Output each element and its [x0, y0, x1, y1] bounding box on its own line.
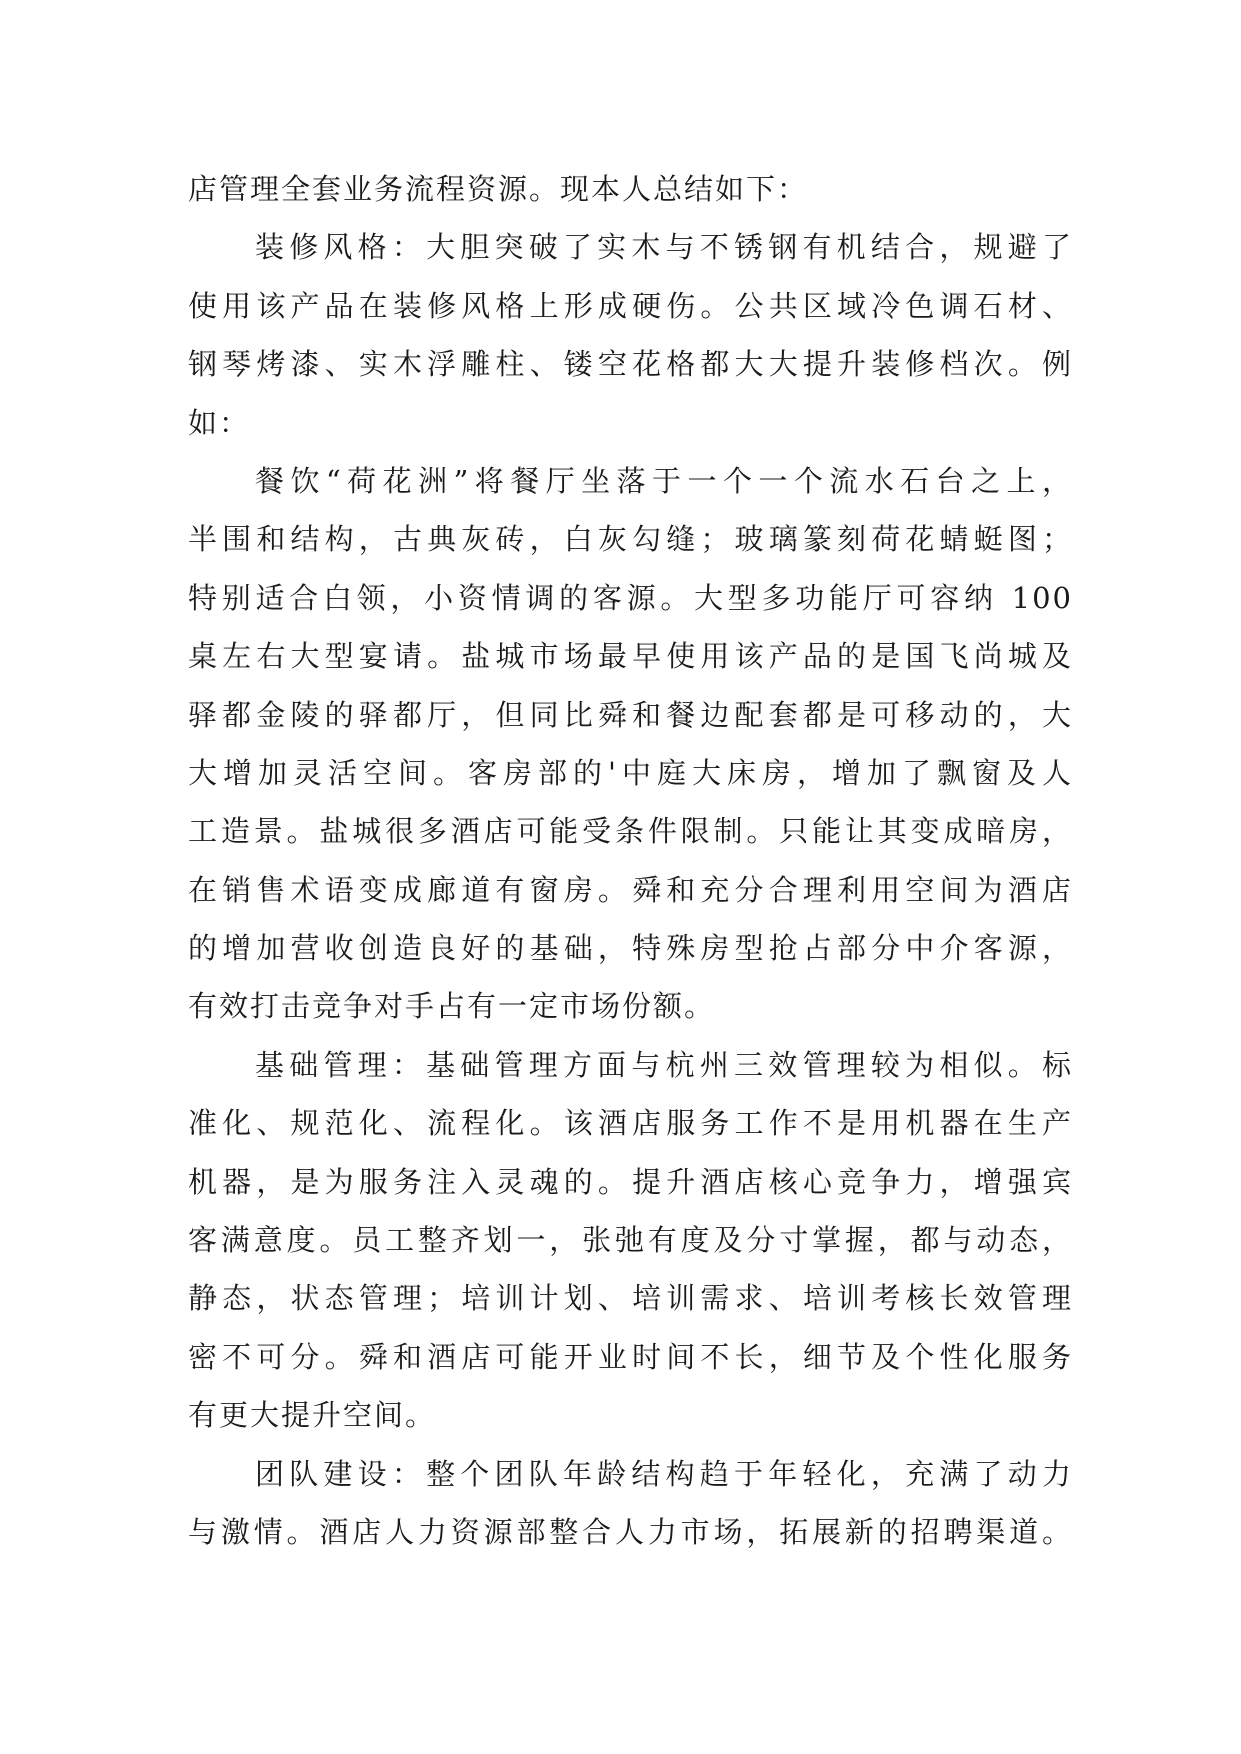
text-line: 基础管理：基础管理方面与杭州三效管理较为相似。标 — [255, 1047, 1073, 1082]
body-text — [188, 160, 1073, 1561]
text-line: 的增加营收创造良好的基础，特殊房型抢占部分中介客源， — [188, 931, 1073, 966]
text-line: 半围和结构，古典灰砖，白灰勾缝；玻璃篆刻荷花蜻蜓图； — [188, 522, 1073, 557]
text-line: 客满意度。员工整齐划一，张弛有度及分寸掌握，都与动态， — [188, 1223, 1073, 1258]
text-line: 如： — [188, 405, 251, 440]
text-line: 大增加灵活空间。客房部的'中庭大床房，增加了飘窗及人 — [188, 755, 1073, 790]
text-line: 桌左右大型宴请。盐城市场最早使用该产品的是国飞尚城及 — [188, 639, 1073, 674]
text-line: 机器，是为服务注入灵魂的。提升酒店核心竞争力，增强宾 — [188, 1164, 1073, 1199]
text-line: 店管理全套业务流程资源。现本人总结如下： — [188, 172, 809, 206]
text-line: 与激情。酒店人力资源部整合人力市场，拓展新的招聘渠道。 — [188, 1514, 1073, 1549]
text-line: 餐饮“荷花洲”将餐厅坐落于一个一个流水石台之上， — [255, 463, 1073, 498]
text-line: 使用该产品在装修风格上形成硬伤。公共区域冷色调石材、 — [188, 288, 1073, 323]
text-line: 静态，状态管理；培训计划、培训需求、培训考核长效管理 — [188, 1281, 1073, 1316]
text-line: 有更大提升空间。 — [188, 1398, 437, 1433]
text-line: 驿都金陵的驿都厅，但同比舜和餐边配套都是可移动的，大 — [188, 697, 1073, 732]
text-line: 团队建设：整个团队年龄结构趋于年轻化，充满了动力 — [255, 1456, 1073, 1491]
text-line: 工造景。盐城很多酒店可能受条件限制。只能让其变成暗房， — [188, 814, 1073, 849]
text-line: 准化、规范化、流程化。该酒店服务工作不是用机器在生产 — [188, 1106, 1073, 1141]
text-line: 密不可分。舜和酒店可能开业时间不长，细节及个性化服务 — [188, 1339, 1073, 1374]
text-line: 在销售术语变成廊道有窗房。舜和充分合理利用空间为酒店 — [188, 872, 1073, 907]
text-line: 钢琴烤漆、实木浮雕柱、镂空花格都大大提升装修档次。例 — [188, 347, 1073, 382]
text-line: 特别适合白领，小资情调的客源。大型多功能厅可容纳 100 — [188, 580, 1073, 615]
text-line: 有效打击竞争对手占有一定市场份额。 — [188, 989, 716, 1024]
text-line: 装修风格：大胆突破了实木与不锈钢有机结合，规避了 — [255, 230, 1073, 265]
